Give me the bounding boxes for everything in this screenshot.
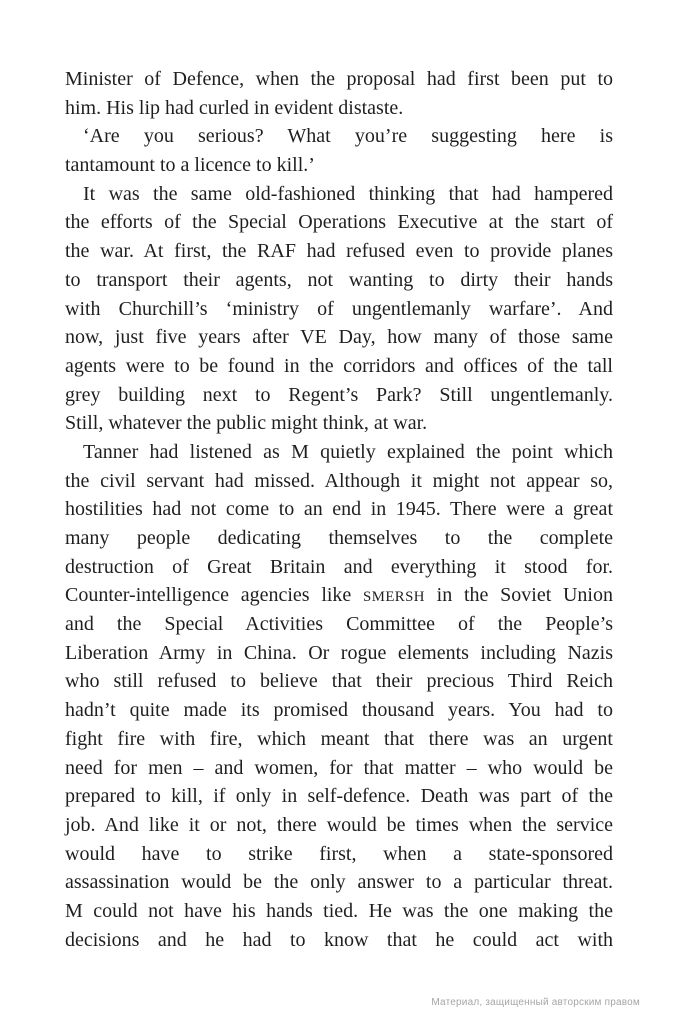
text-line: prepared to kill, if only in self-defence. Death was part of the (65, 785, 613, 808)
text-line: who still refused to believe that their precious Third Reich (65, 670, 613, 693)
text-line: him. His lip had curled in evident distaste. (65, 96, 404, 119)
text-line: to transport their agents, not wanting to dirty their hands (65, 268, 613, 291)
text-line: the war. At first, the RAF had refused even to provide planes (65, 240, 613, 263)
text-line: It was the same old-fashioned thinking that had hampered (83, 182, 613, 205)
text-line: M could not have his hands tied. He was the one making the (65, 899, 613, 922)
text-line: agents were to be found in the corridors and offices of the tall (65, 354, 613, 377)
text-line: with Churchill’s ‘ministry of ungentlemanly warfare’. And (65, 297, 613, 320)
copyright-watermark: Материал, защищенный авторским правом (431, 997, 640, 1008)
text-line: Tanner had listened as M quietly explained the point which (83, 440, 613, 463)
text-line: job. And like it or not, there would be times when the service (65, 813, 613, 836)
page-text-block (65, 65, 613, 954)
text-line: destruction of Great Britain and everything it stood for. (65, 555, 613, 578)
text-line: now, just five years after VE Day, how many of those same (65, 326, 613, 349)
text-line: would have to strike first, when a state-sponsored (65, 842, 613, 865)
text-line: hadn’t quite made its promised thousand years. You had to (65, 699, 613, 722)
text-line: hostilities had not come to an end in 1945. There were a great (65, 498, 613, 521)
text-line: decisions and he had to know that he could act with (65, 928, 613, 951)
text-line: Still, whatever the public might think, at war. (65, 412, 428, 435)
text-line: tantamount to a licence to kill.’ (65, 154, 315, 177)
text-line: many people dedicating themselves to the complete (65, 527, 613, 549)
text-line: the efforts of the Special Operations Executive at the start of (65, 211, 613, 234)
text-line: Minister of Defence, when the proposal had first been put to (65, 68, 613, 90)
text-line: fight fire with fire, which meant that there was an urgent (65, 727, 613, 750)
text-line: assassination would be the only answer to a particular threat. (65, 871, 613, 894)
text-line: the civil servant had missed. Although it might not appear so, (65, 469, 613, 492)
text-line: grey building next to Regent’s Park? Still ungentlemanly. (65, 383, 613, 406)
text-line: ‘Are you serious? What you’re suggesting here is (83, 125, 613, 148)
text-line: and the Special Activities Committee of the People’s (65, 613, 613, 636)
text-line: Counter-intelligence agencies like SMERSH in the Soviet Union (65, 584, 613, 607)
smallcaps-text: SMERSH (363, 589, 425, 606)
text-line: Liberation Army in China. Or rogue elements including Nazis (65, 641, 613, 664)
text-line: need for men – and women, for that matter – who would be (65, 756, 613, 779)
